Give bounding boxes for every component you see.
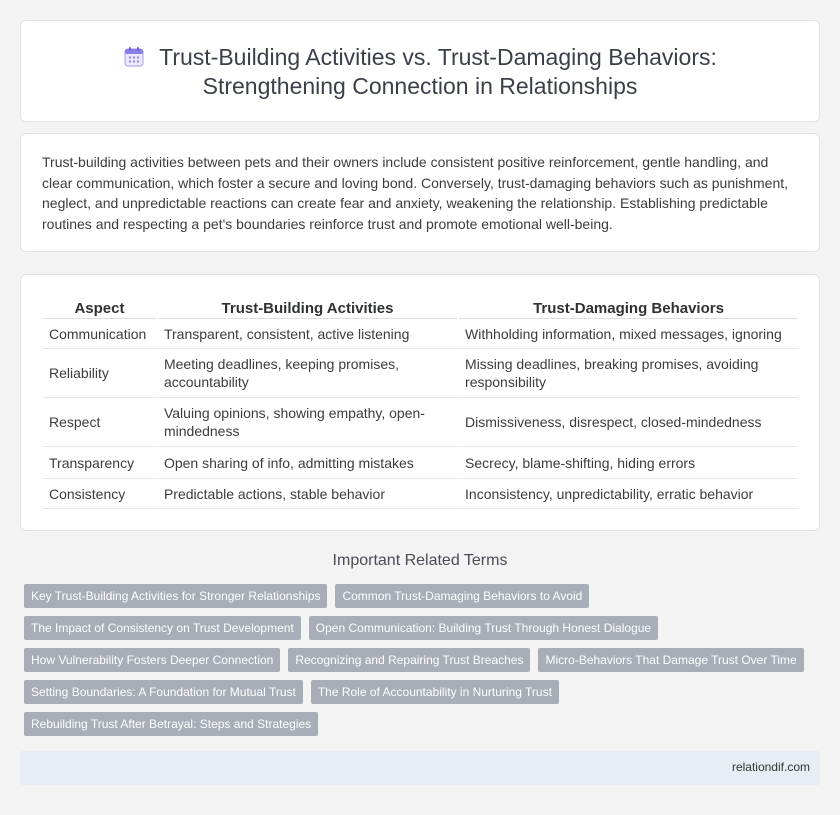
summary-text: Trust-building activities between pets and their owners include consistent positive reinforcement, gentle handling, and clear communication, which foster a secure and loving bond. Conversely, trust-damaging behaviors such as punishment, neglect, and unpredictable reactions can create fear and anxiety, weakening the relationship. Establishing predictable routines and respecting a pet's boundaries reinforce trust and promote emotional well-being. <box>42 154 789 232</box>
header-trust-building: Trust-Building Activities <box>158 295 457 319</box>
page-title <box>21 43 819 101</box>
page-title-line-1 <box>21 43 819 72</box>
cell-aspect: Consistency <box>43 479 156 509</box>
cell-damaging: Inconsistency, unpredictability, erratic behavior <box>459 479 798 509</box>
cell-damaging: Withholding information, mixed messages, ignoring <box>459 319 798 349</box>
related-term-link[interactable]: How Vulnerability Fosters Deeper Connection <box>24 648 280 672</box>
header-aspect: Aspect <box>43 295 156 319</box>
related-term-link[interactable]: Setting Boundaries: A Foundation for Mutual Trust <box>24 680 303 704</box>
cell-building: Meeting deadlines, keeping promises, accountability <box>158 349 457 398</box>
cell-aspect: Respect <box>43 398 156 447</box>
calendar-icon <box>123 46 145 68</box>
cell-building: Predictable actions, stable behavior <box>158 479 457 509</box>
related-term-link[interactable]: Rebuilding Trust After Betrayal: Steps and Strategies <box>24 712 318 736</box>
comparison-table-card <box>20 274 820 531</box>
title-card <box>20 20 820 122</box>
page-title-text-1: Trust-Building Activities vs. Trust-Damaging Behaviors: <box>159 44 717 70</box>
related-term-link[interactable]: Key Trust-Building Activities for Stronger Relationships <box>24 584 327 608</box>
table-row <box>43 447 798 479</box>
cell-building: Open sharing of info, admitting mistakes <box>158 447 457 479</box>
related-term-link[interactable]: The Role of Accountability in Nurturing Trust <box>311 680 559 704</box>
footer <box>20 751 820 785</box>
page-title-line-2: Strengthening Connection in Relationships <box>202 73 638 99</box>
cell-damaging: Secrecy, blame-shifting, hiding errors <box>459 447 798 479</box>
related-terms-heading: Important Related Terms <box>332 552 508 569</box>
cell-building: Transparent, consistent, active listening <box>158 319 457 349</box>
cell-aspect: Communication <box>43 319 156 349</box>
related-term-link[interactable]: Micro-Behaviors That Damage Trust Over Time <box>538 648 803 672</box>
cell-aspect: Reliability <box>43 349 156 398</box>
footer-site-name[interactable]: relationdif.com <box>731 760 810 774</box>
related-term-link[interactable]: The Impact of Consistency on Trust Development <box>24 616 301 640</box>
table-row <box>43 398 798 447</box>
cell-aspect: Transparency <box>43 447 156 479</box>
cell-damaging: Missing deadlines, breaking promises, avoiding responsibility <box>459 349 798 398</box>
cell-building: Valuing opinions, showing empathy, open-mindedness <box>158 398 457 447</box>
table-row <box>43 349 798 398</box>
comparison-table <box>41 295 800 509</box>
table-header-row <box>43 295 798 319</box>
table-row <box>43 319 798 349</box>
related-term-link[interactable]: Open Communication: Building Trust Through Honest Dialogue <box>309 616 658 640</box>
related-term-link[interactable]: Common Trust-Damaging Behaviors to Avoid <box>335 584 589 608</box>
related-term-link[interactable]: Recognizing and Repairing Trust Breaches <box>288 648 530 672</box>
table-row <box>43 479 798 509</box>
related-terms-list <box>24 584 814 736</box>
cell-damaging: Dismissiveness, disrespect, closed-mindedness <box>459 398 798 447</box>
header-trust-damaging: Trust-Damaging Behaviors <box>459 295 798 319</box>
summary-card <box>20 133 820 252</box>
